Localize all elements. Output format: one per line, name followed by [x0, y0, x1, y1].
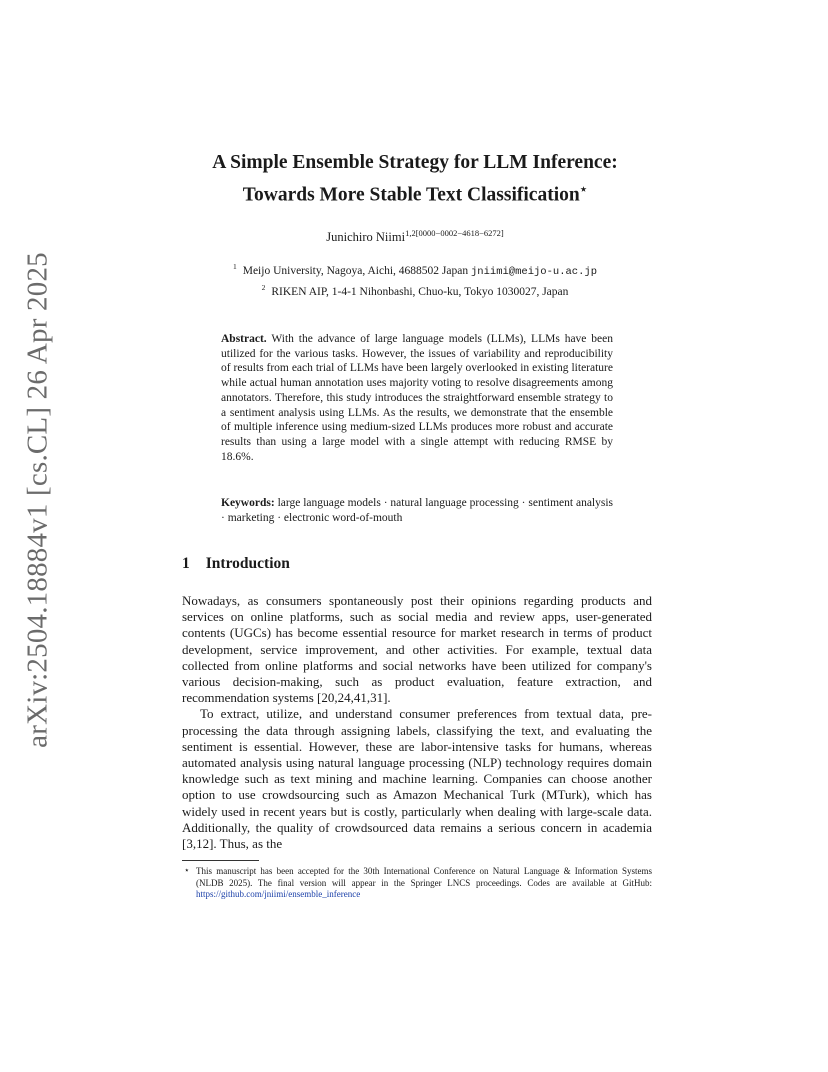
title-line-2-text: Towards More Stable Text Classification — [242, 184, 580, 206]
title-line-2 — [150, 176, 680, 209]
author-orcid: 1,2[0000−0002−4618−6272] — [405, 228, 504, 238]
affiliation-text: Meijo University, Nagoya, Aichi, 4688502 Japan — [242, 264, 471, 277]
affiliation-mark: 1 — [232, 262, 237, 271]
author-email[interactable]: jniimi@meijo-u.ac.jp — [470, 265, 598, 278]
footnote-text: This manuscript has been accepted for the 30th International Conference on Natural Language & Information Systems (NLDB 2025). The final version will appear in the Springer LNCS proceedings. Codes are available at GitHub: — [196, 866, 652, 888]
section-title: Introduction — [205, 555, 290, 572]
affiliation-text: RIKEN AIP, 1-4-1 Nihonbashi, Chuo-ku, Tokyo 1030027, Japan — [271, 286, 569, 299]
footnote-marker: ⋆ — [184, 865, 190, 875]
keywords-label: Keywords: — [221, 497, 275, 509]
abstract-text: With the advance of large language models (LLMs), LLMs have been utilized for the various tasks. However, the issues of variability and reproducibility of results from each trial of LLMs have been largely overlooked in existing literature while actual human annotation uses majority voting to resolve disagreements among annotators. Therefore, this study introduces the straightforward ensemble strategy to a sentiment analysis using LLMs. As the results, we demonstrate that the ensemble of multiple inference using medium-sized LLMs produces more robust and accurate results than using a large model with a single attempt with reducing RMSE by 18.6%. — [221, 333, 613, 463]
keywords-text: large language models · natural language processing · sentiment analysis · marketing · electronic word-of-mouth — [221, 497, 614, 524]
abstract — [221, 332, 613, 464]
affiliation-mark: 2 — [261, 283, 266, 293]
paragraph: Nowadays, as consumers spontaneously post their opinions regarding products and services on online platforms, such as social media and review apps, user-generated contents (UGCs) has become essential resource for market research in terms of product development, service improvement, and other activities. For example, textual data collected from online platforms and social networks have been utilized for company's various decision-making, such as product evaluation, feature extraction, and recommendation systems [20,24,41,31]. — [182, 593, 652, 706]
arxiv-stamp: arXiv:2504.18884v1 [cs.CL] 26 Apr 2025 — [21, 252, 54, 748]
paper-title — [150, 150, 680, 209]
keywords — [221, 496, 613, 525]
author-name: Junichiro Niimi — [326, 230, 406, 245]
abstract-label: Abstract. — [221, 333, 267, 345]
title-star-mark: ⋆ — [579, 182, 588, 196]
paragraph: To extract, utilize, and understand consumer preferences from textual data, pre-processing the data through assigning labels, classifying the text, and evaluating the sentiment is essential. However, these are labor-intensive tasks for humans, whereas automated analysis using natural language processing (NLP) technology requires domain knowledge such as text mining and machine learning. Companies can choose another option to use crowdsourcing such as Amazon Mechanical Turk (MTurk), which has widely used in recent years but is costly, particularly when dealing with large-scale data. Additionally, the quality of crowdsourced data remains a serious concern in academia [3,12]. Thus, as the — [182, 706, 652, 852]
title-line-1: A Simple Ensemble Strategy for LLM Inference: — [212, 152, 618, 173]
footnote — [182, 866, 652, 901]
affiliation-1 — [150, 259, 680, 280]
section-number: 1 — [182, 555, 190, 572]
affiliations — [150, 259, 680, 301]
section-body — [182, 593, 652, 852]
section-heading — [182, 555, 290, 573]
footnote-divider — [182, 860, 259, 861]
github-link[interactable]: https://github.com/jniimi/ensemble_inference — [196, 889, 361, 900]
author-line — [150, 228, 680, 245]
affiliation-2 — [150, 280, 680, 300]
